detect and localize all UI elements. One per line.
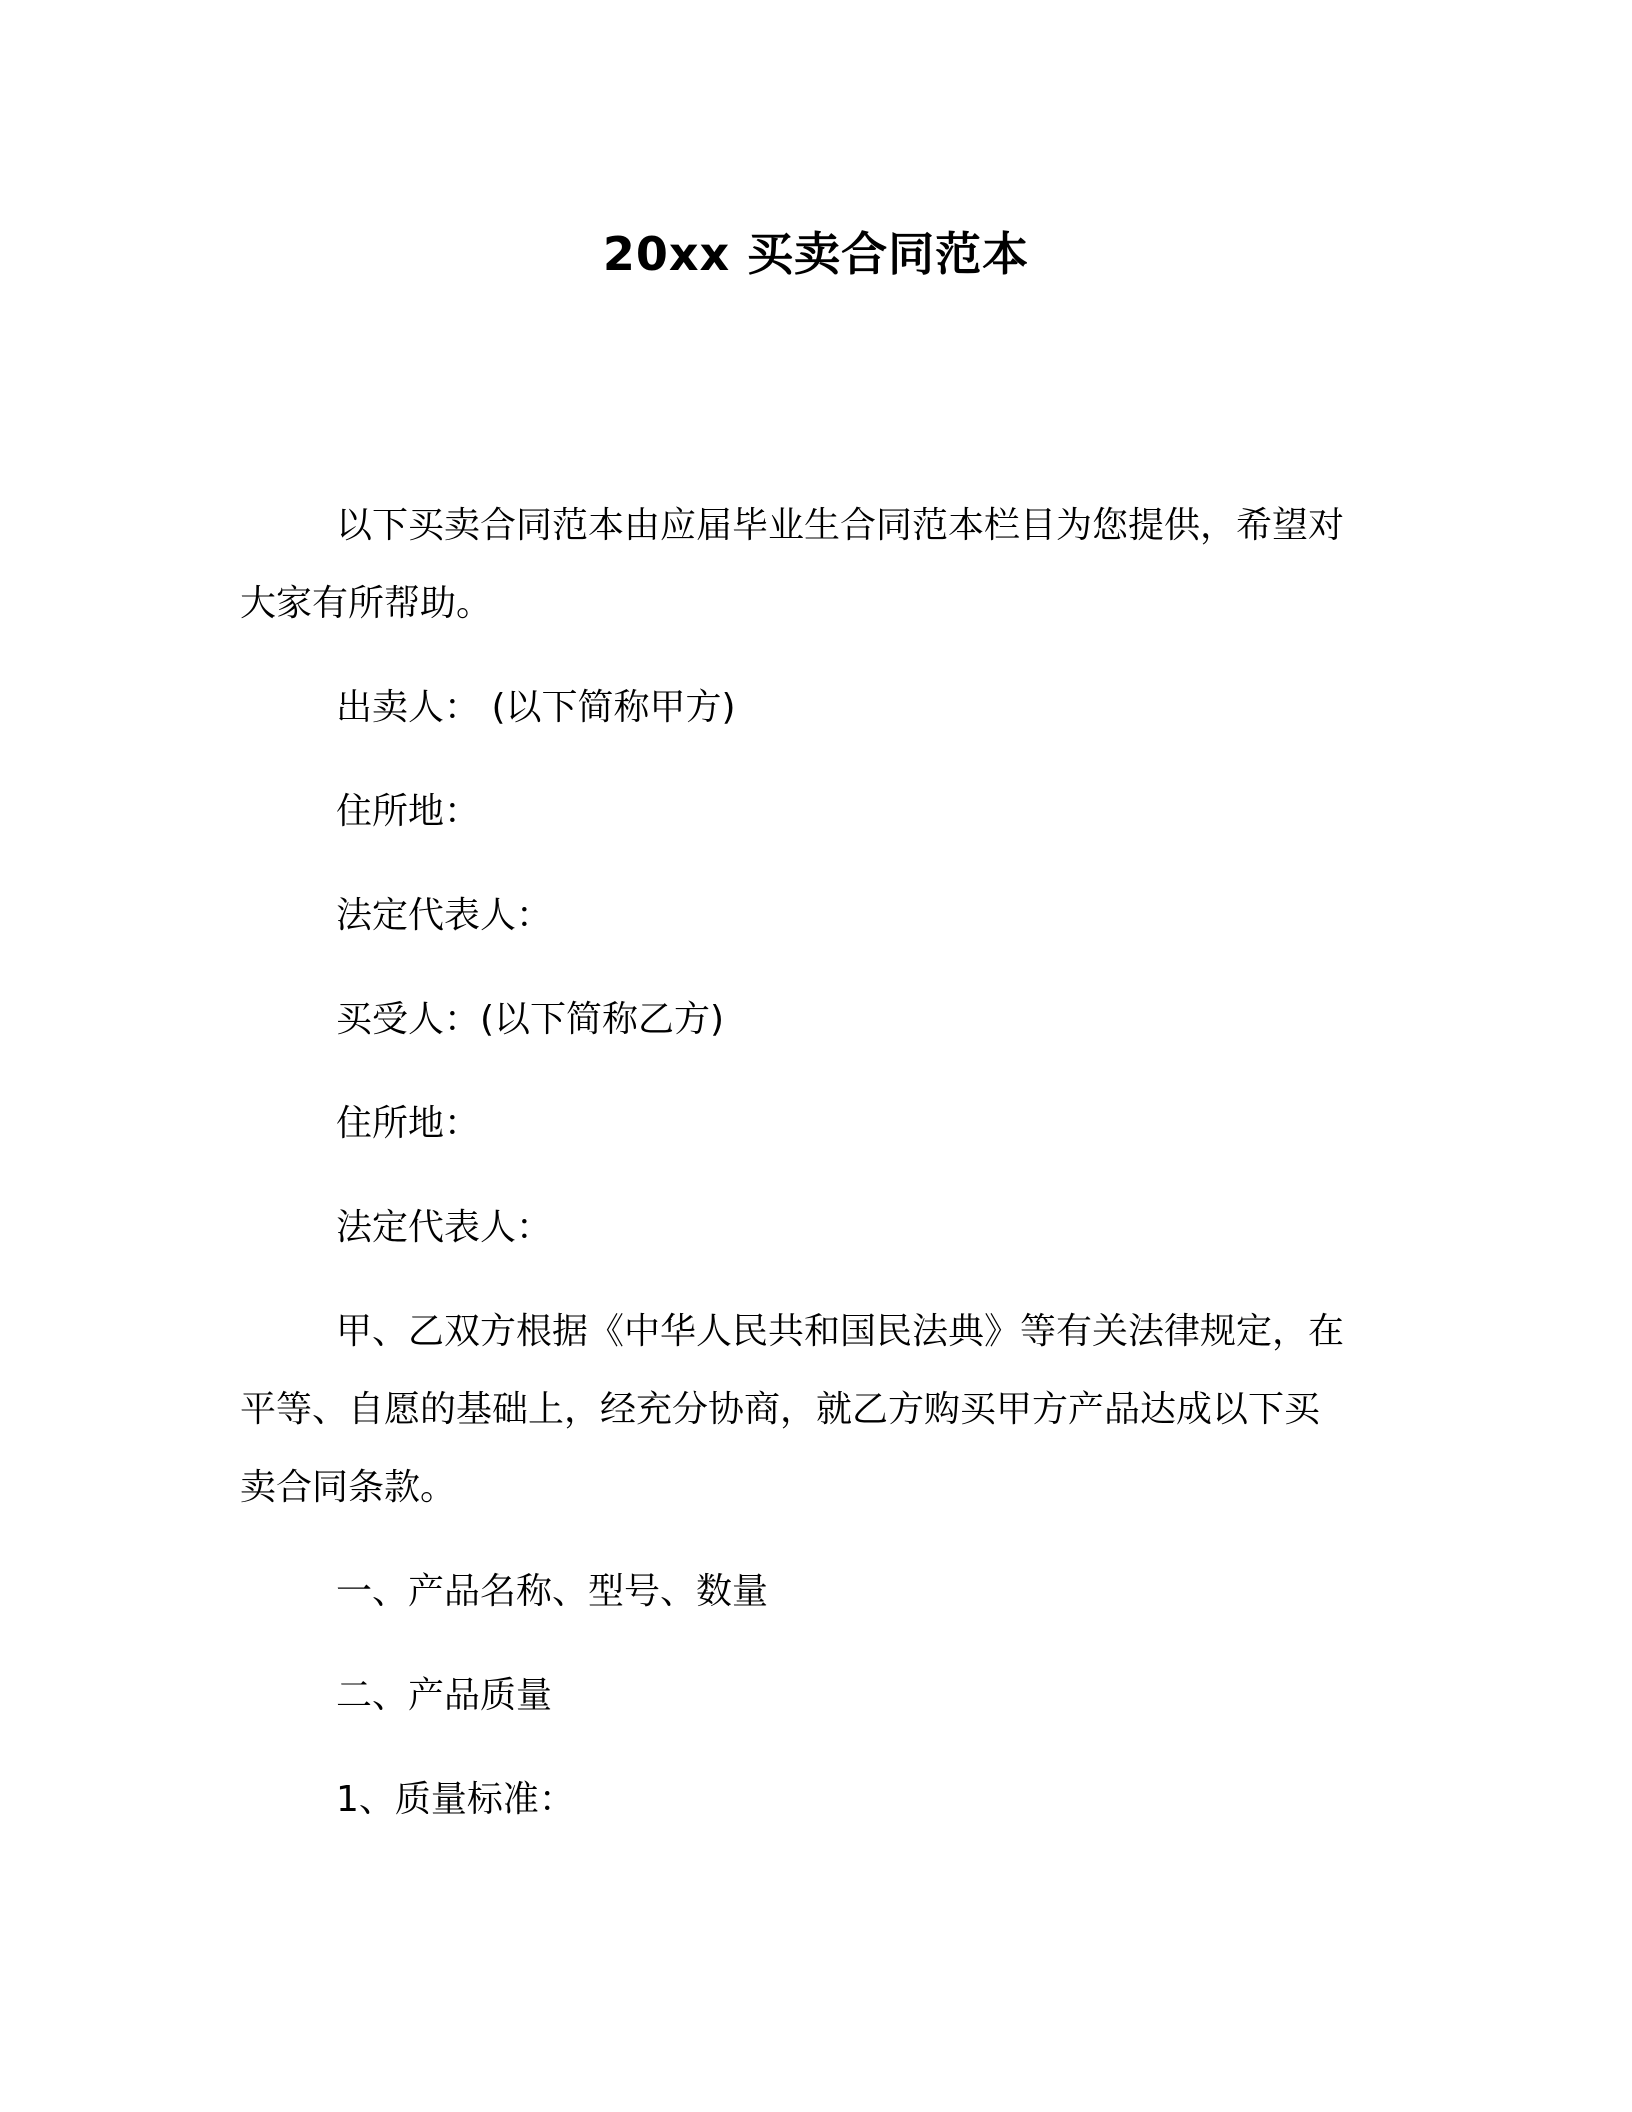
paragraph-gap	[240, 851, 1375, 877]
paragraph-gap	[240, 1163, 1375, 1189]
document-line: 住所地：	[336, 1103, 481, 1144]
document-line: 出卖人： (以下简称甲方)	[336, 687, 736, 728]
document-line: 买受人：(以下简称乙方)	[336, 999, 725, 1040]
paragraph-gap	[240, 643, 1375, 669]
paragraph-gap	[240, 1631, 1375, 1657]
document-body	[240, 487, 1375, 1839]
document-title: 20xx 买卖合同范本	[602, 227, 1030, 281]
document-line: 卖合同条款。	[240, 1467, 457, 1508]
paragraph-gap	[240, 1059, 1375, 1085]
document-line: 平等、自愿的基础上，经充分协商，就乙方购买甲方产品达成以下买	[240, 1389, 1321, 1430]
document-line: 一、产品名称、型号、数量	[336, 1571, 769, 1612]
paragraph-gap	[240, 1527, 1375, 1553]
document-line: 大家有所帮助。	[240, 583, 493, 624]
document-line: 法定代表人：	[336, 1207, 553, 1248]
paragraph-gap	[240, 747, 1375, 773]
document-line: 甲、乙双方根据《中华人民共和国民法典》等有关法律规定，在	[336, 1311, 1345, 1352]
paragraph-gap	[240, 1267, 1375, 1293]
document-line: 1、质量标准：	[336, 1779, 575, 1820]
paragraph-gap	[240, 1735, 1375, 1761]
paragraph-gap	[240, 955, 1375, 981]
document-line: 法定代表人：	[336, 895, 553, 936]
document-line: 二、产品质量	[336, 1675, 553, 1716]
document-line: 住所地：	[336, 791, 481, 832]
document-line: 以下买卖合同范本由应届毕业生合同范本栏目为您提供，希望对	[336, 505, 1345, 546]
